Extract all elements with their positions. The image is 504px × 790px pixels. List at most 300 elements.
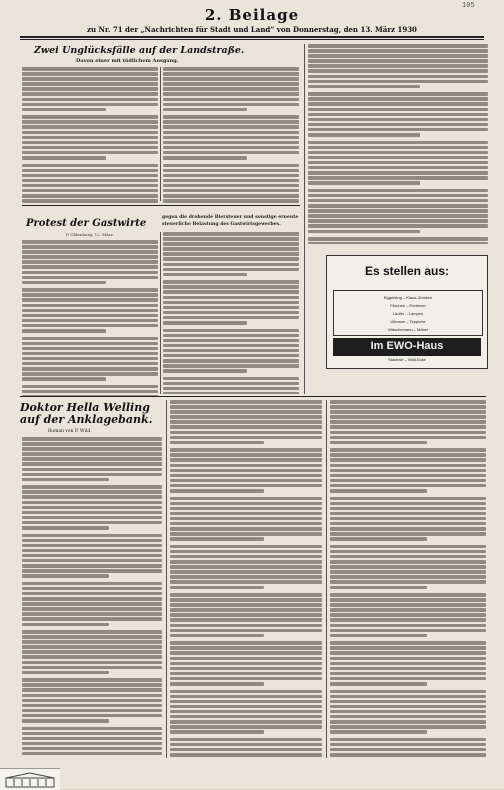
- text-line: [308, 199, 488, 203]
- text-line: [163, 92, 299, 96]
- text-line: [330, 700, 486, 704]
- text-line: [308, 118, 488, 122]
- text-line: [22, 554, 162, 558]
- text-line: [330, 436, 486, 440]
- text-line: [22, 752, 162, 756]
- text-line: [170, 586, 264, 590]
- text-line: [170, 618, 322, 622]
- protest-column-1: [22, 240, 158, 396]
- text-line: [170, 641, 322, 645]
- text-line: [308, 102, 488, 106]
- text-line: [330, 458, 486, 462]
- text-line: [22, 194, 158, 198]
- protest-column-2: [163, 232, 299, 394]
- text-line: [330, 672, 486, 676]
- text-line: [308, 108, 488, 112]
- novel-byline: Roman von P. Wild.: [48, 429, 92, 434]
- text-line: [330, 550, 486, 554]
- ad-item: Filzchen – Portieren: [390, 303, 426, 308]
- text-line: [22, 108, 106, 112]
- text-line: [330, 545, 486, 549]
- text-line: [330, 410, 486, 414]
- text-line: [170, 431, 322, 435]
- text-line: [308, 92, 488, 96]
- text-line: [22, 747, 162, 751]
- text-line: [330, 730, 427, 734]
- text-line: [308, 189, 488, 193]
- text-line: [170, 720, 322, 724]
- text-line: [163, 237, 299, 241]
- column-divider: [326, 400, 327, 758]
- text-line: [330, 565, 486, 569]
- text-line: [170, 695, 322, 699]
- text-line: [22, 574, 109, 578]
- text-line: [163, 184, 299, 188]
- text-line: [330, 497, 486, 501]
- text-line: [330, 502, 486, 506]
- text-line: [308, 224, 488, 228]
- text-line: [170, 448, 322, 452]
- text-line: [163, 72, 299, 76]
- text-line: [170, 677, 322, 681]
- text-line: [163, 369, 247, 373]
- text-line: [170, 410, 322, 414]
- text-line: [163, 252, 299, 256]
- text-line: [22, 319, 158, 323]
- text-line: [22, 115, 158, 119]
- text-line: [330, 748, 486, 752]
- text-line: [22, 683, 162, 687]
- text-line: [163, 108, 247, 112]
- text-line: [330, 560, 486, 564]
- text-line: [170, 593, 322, 597]
- text-line: [170, 436, 322, 440]
- dateline-protest: P. Oldenburg, 12. März.: [65, 232, 115, 237]
- text-line: [330, 603, 486, 607]
- text-line: [170, 484, 322, 488]
- text-line: [22, 630, 162, 634]
- text-line: [163, 273, 247, 277]
- text-line: [163, 306, 299, 310]
- text-line: [22, 452, 162, 456]
- text-line: [330, 743, 486, 747]
- text-line: [170, 634, 264, 638]
- text-line: [170, 570, 322, 574]
- text-line: [163, 290, 299, 294]
- text-line: [330, 641, 486, 645]
- text-line: [163, 242, 299, 246]
- text-line: [22, 98, 158, 102]
- text-line: [170, 537, 264, 541]
- text-line: [22, 136, 158, 140]
- text-line: [330, 608, 486, 612]
- text-line: [308, 209, 488, 213]
- text-line: [163, 67, 299, 71]
- text-line: [163, 125, 299, 129]
- text-line: [22, 342, 158, 346]
- column-divider: [160, 232, 161, 394]
- text-line: [22, 635, 162, 639]
- text-line: [170, 580, 322, 584]
- text-line: [22, 77, 158, 81]
- text-line: [330, 646, 486, 650]
- text-line: [22, 559, 162, 563]
- text-line: [163, 189, 299, 193]
- text-line: [163, 377, 299, 381]
- text-line: [22, 564, 162, 568]
- text-line: [163, 311, 299, 315]
- text-line: [22, 265, 158, 269]
- text-line: [170, 738, 322, 742]
- text-line: [22, 506, 162, 510]
- text-line: [22, 704, 162, 708]
- text-line: [170, 705, 322, 709]
- text-line: [330, 682, 427, 686]
- ad-item: Wäschemann – Möbel: [388, 327, 428, 332]
- text-line: [170, 672, 322, 676]
- text-line: [22, 699, 162, 703]
- text-line: [22, 337, 158, 341]
- text-line: [22, 534, 162, 538]
- text-line: [170, 405, 322, 409]
- text-line: [163, 334, 299, 338]
- subhead-protest-line2: steuerliche Belastung des Gastwirtsgewerbes.: [162, 222, 281, 227]
- text-line: [170, 425, 322, 429]
- text-line: [22, 468, 162, 472]
- text-line: [22, 623, 109, 627]
- text-line: [330, 634, 427, 638]
- accidents-column-1: [22, 67, 158, 203]
- text-line: [308, 171, 488, 175]
- text-line: [170, 415, 322, 419]
- text-line: [170, 453, 322, 457]
- text-line: [22, 485, 162, 489]
- text-line: [170, 624, 322, 628]
- novel-title-line1: Doktor Hella Welling: [20, 401, 150, 414]
- text-line: [330, 469, 486, 473]
- text-line: [308, 113, 488, 117]
- text-line: [22, 362, 158, 366]
- text-line: [22, 271, 158, 275]
- ad-item: Eggerking – Klaus–Decken: [383, 295, 433, 300]
- text-line: [330, 662, 486, 666]
- text-line: [22, 385, 158, 389]
- text-line: [22, 742, 162, 746]
- text-line: [163, 387, 299, 391]
- text-line: [308, 44, 488, 48]
- ad-item: Ullmann – Teppiche: [390, 319, 426, 324]
- text-line: [330, 400, 486, 404]
- text-line: [22, 549, 162, 553]
- text-line: [22, 372, 158, 376]
- text-line: [22, 189, 158, 193]
- text-line: [308, 80, 488, 84]
- text-line: [22, 582, 162, 586]
- text-line: [170, 464, 322, 468]
- text-line: [22, 490, 162, 494]
- text-line: [330, 448, 486, 452]
- text-line: [308, 128, 488, 132]
- ad-item: Läufer – Lampen: [392, 311, 424, 316]
- text-line: [163, 169, 299, 173]
- text-line: [170, 550, 322, 554]
- text-line: [22, 607, 162, 611]
- text-line: [170, 565, 322, 569]
- text-line: [22, 174, 158, 178]
- text-line: [330, 725, 486, 729]
- text-line: [22, 688, 162, 692]
- text-line: [163, 364, 299, 368]
- supplement-subtitle: zu Nr. 71 der „Nachrichten für Stadt und Land“ von Donnerstag, den 13. März 1930: [87, 25, 417, 34]
- text-line: [22, 516, 162, 520]
- text-line: [22, 390, 158, 394]
- text-line: [308, 214, 488, 218]
- text-line: [22, 141, 158, 145]
- text-line: [330, 415, 486, 419]
- text-line: [308, 85, 420, 89]
- text-line: [22, 661, 162, 665]
- text-line: [22, 602, 162, 606]
- ad-address: Staulinie – Wall-Ecke: [388, 357, 426, 362]
- text-line: [308, 54, 488, 58]
- text-line: [170, 730, 264, 734]
- text-line: [170, 748, 322, 752]
- text-line: [163, 194, 299, 198]
- text-line: [22, 164, 158, 168]
- text-line: [163, 164, 299, 168]
- text-line: [170, 489, 264, 493]
- text-line: [163, 392, 299, 394]
- headline-accidents: Zwei Unglücksfälle auf der Landstraße.: [34, 45, 245, 56]
- text-line: [330, 479, 486, 483]
- text-line: [163, 136, 299, 140]
- text-line: [22, 255, 158, 259]
- text-line: [330, 507, 486, 511]
- text-line: [330, 420, 486, 424]
- text-line: [308, 75, 488, 79]
- text-line: [170, 555, 322, 559]
- text-line: [22, 288, 158, 292]
- novel-column-1: [22, 437, 162, 757]
- text-line: [22, 179, 158, 183]
- text-line: [22, 719, 109, 723]
- text-line: [22, 714, 162, 718]
- text-line: [163, 174, 299, 178]
- text-line: [330, 527, 486, 531]
- text-line: [170, 646, 322, 650]
- text-line: [170, 420, 322, 424]
- text-line: [22, 473, 162, 477]
- text-line: [170, 700, 322, 704]
- text-line: [170, 682, 264, 686]
- text-line: [170, 532, 322, 536]
- text-line: [170, 512, 322, 516]
- text-line: [22, 125, 158, 129]
- text-line: [308, 59, 488, 63]
- text-line: [330, 657, 486, 661]
- text-line: [22, 72, 158, 76]
- text-line: [308, 151, 488, 155]
- section-rule: [20, 396, 486, 397]
- text-line: [22, 146, 158, 150]
- text-line: [163, 103, 299, 107]
- text-line: [330, 677, 486, 681]
- text-line: [22, 442, 162, 446]
- text-line: [22, 298, 158, 302]
- text-line: [22, 240, 158, 244]
- text-line: [163, 120, 299, 124]
- text-line: [22, 151, 158, 155]
- text-line: [22, 671, 109, 675]
- text-line: [163, 263, 299, 267]
- text-line: [163, 232, 299, 236]
- text-line: [22, 357, 158, 361]
- column-divider: [166, 400, 167, 758]
- subhead-protest-line1: gegen die drohende Biersteuer und sonstige erneute: [162, 215, 299, 220]
- text-line: [22, 281, 106, 285]
- text-line: [330, 695, 486, 699]
- text-line: [22, 103, 158, 107]
- text-line: [163, 285, 299, 289]
- text-line: [170, 651, 322, 655]
- text-line: [170, 613, 322, 617]
- text-line: [170, 575, 322, 579]
- text-line: [163, 329, 299, 333]
- text-line: [308, 133, 420, 137]
- text-line: [163, 280, 299, 284]
- subhead-accidents: Davon einer mit tödlichem Ausgang.: [76, 58, 179, 64]
- text-line: [22, 650, 162, 654]
- text-line: [330, 489, 427, 493]
- text-line: [308, 49, 488, 53]
- text-line: [22, 521, 162, 525]
- text-line: [330, 598, 486, 602]
- text-line: [22, 169, 158, 173]
- text-line: [163, 257, 299, 261]
- text-line: [163, 115, 299, 119]
- accidents-column-2: [163, 67, 299, 203]
- text-line: [308, 97, 488, 101]
- text-line: [330, 512, 486, 516]
- text-line: [22, 87, 158, 91]
- header-rule-top: [20, 36, 484, 38]
- text-line: [330, 593, 486, 597]
- text-line: [22, 678, 162, 682]
- text-line: [22, 511, 162, 515]
- text-line: [22, 324, 158, 328]
- text-line: [163, 151, 299, 155]
- text-line: [163, 268, 299, 272]
- text-line: [330, 441, 427, 445]
- text-line: [330, 570, 486, 574]
- text-line: [22, 597, 162, 601]
- text-line: [22, 539, 162, 543]
- text-line: [170, 441, 264, 445]
- text-line: [170, 527, 322, 531]
- text-line: [330, 720, 486, 724]
- text-line: [163, 98, 299, 102]
- text-line: [22, 617, 162, 621]
- text-line: [163, 77, 299, 81]
- library-building-icon: [4, 772, 56, 788]
- text-line: [22, 120, 158, 124]
- text-line: [163, 156, 247, 160]
- text-line: [22, 457, 162, 461]
- text-line: [163, 344, 299, 348]
- text-line: [308, 237, 488, 241]
- ad-company-name: Im EWO-Haus: [370, 340, 444, 352]
- text-line: [22, 447, 162, 451]
- ad-exhibitor-box: [333, 290, 483, 336]
- text-line: [163, 359, 299, 363]
- text-line: [308, 219, 488, 223]
- text-line: [22, 67, 158, 71]
- text-line: [308, 161, 488, 165]
- text-line: [22, 640, 162, 644]
- text-line: [330, 474, 486, 478]
- text-line: [330, 629, 486, 633]
- text-line: [22, 329, 106, 333]
- text-line: [170, 502, 322, 506]
- text-line: [308, 181, 420, 185]
- right-column-top: [308, 44, 488, 244]
- text-line: [330, 618, 486, 622]
- text-line: [170, 400, 322, 404]
- text-line: [330, 753, 486, 757]
- text-line: [330, 532, 486, 536]
- text-line: [22, 501, 162, 505]
- text-line: [22, 478, 109, 482]
- text-line: [330, 464, 486, 468]
- text-line: [22, 199, 158, 203]
- ad-company-bar: [333, 338, 481, 356]
- library-stamp: [0, 768, 60, 790]
- text-line: [308, 146, 488, 150]
- text-line: [330, 705, 486, 709]
- text-line: [163, 321, 247, 325]
- text-line: [163, 354, 299, 358]
- text-line: [330, 667, 486, 671]
- text-line: [22, 82, 158, 86]
- text-line: [330, 537, 427, 541]
- text-line: [330, 405, 486, 409]
- text-line: [330, 738, 486, 742]
- text-line: [170, 608, 322, 612]
- text-line: [170, 522, 322, 526]
- section-rule: [22, 205, 300, 206]
- text-line: [163, 349, 299, 353]
- text-line: [170, 545, 322, 549]
- text-line: [170, 629, 322, 633]
- text-line: [22, 367, 158, 371]
- text-line: [22, 293, 158, 297]
- text-line: [170, 497, 322, 501]
- text-line: [330, 431, 486, 435]
- text-line: [22, 544, 162, 548]
- text-line: [22, 727, 162, 731]
- text-line: [163, 339, 299, 343]
- supplement-title: 2. Beilage: [204, 6, 300, 24]
- page-number: 105: [462, 2, 475, 10]
- text-line: [330, 425, 486, 429]
- text-line: [308, 156, 488, 160]
- text-line: [170, 657, 322, 661]
- text-line: [163, 382, 299, 386]
- text-line: [170, 598, 322, 602]
- text-line: [22, 260, 158, 264]
- text-line: [163, 296, 299, 300]
- text-line: [22, 526, 109, 530]
